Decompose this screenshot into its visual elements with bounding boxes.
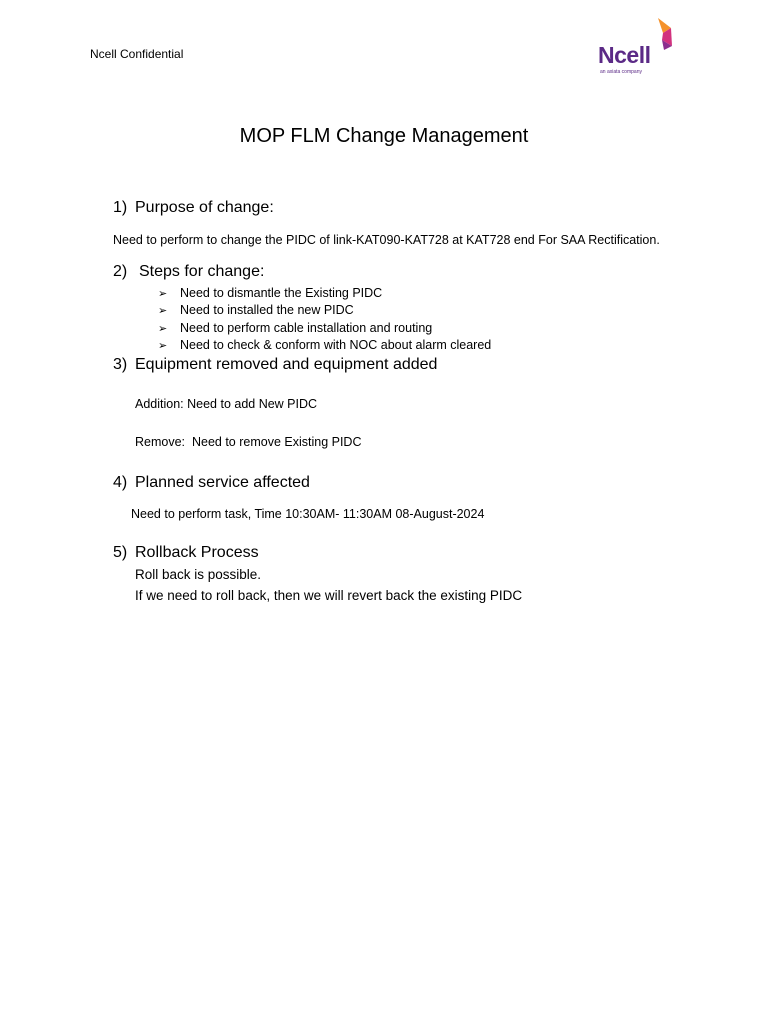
section-3-number: 3) (113, 356, 128, 373)
section-2-title: Steps for change: (139, 263, 265, 280)
arrow-bullet-icon: ➢ (158, 288, 168, 300)
section-4-title: Planned service affected (135, 474, 310, 491)
section-3-heading (113, 356, 437, 374)
section-1-body: Need to perform to change the PIDC of link-KAT090-KAT728 at KAT728 end For SAA Rectification. (113, 233, 660, 247)
section-2-number: 2) (113, 263, 128, 280)
section-3-title: Equipment removed and equipment added (135, 356, 438, 373)
list-item (158, 320, 491, 337)
list-item (158, 302, 491, 319)
section-5-line-1: Roll back is possible. (135, 567, 262, 582)
section-5-heading (113, 544, 259, 562)
list-item-text: Need to perform cable installation and routing (180, 320, 433, 335)
section-5-number: 5) (113, 544, 128, 561)
section-1-heading (113, 199, 274, 217)
list-item (158, 337, 491, 354)
arrow-bullet-icon: ➢ (158, 305, 168, 318)
arrow-bullet-icon: ➢ (158, 322, 168, 335)
ncell-logo (598, 18, 676, 78)
logo-tagline: an axiata company (600, 69, 642, 75)
section-4-body: Need to perform task, Time 10:30AM- 11:30AM 08-August-2024 (131, 507, 485, 521)
section-2-heading (113, 263, 264, 281)
list-item-text: Need to installed the new PIDC (180, 303, 354, 318)
list-item (158, 285, 491, 302)
section-5-line-2: If we need to roll back, then we will revert back the existing PIDC (135, 588, 523, 603)
section-1-number: 1) (113, 199, 128, 216)
section-3-remove: Remove: Need to remove Existing PIDC (135, 435, 362, 449)
list-item-text: Need to check & conform with NOC about alarm cleared (180, 337, 492, 352)
logo-wordmark: Ncell (598, 42, 651, 68)
section-4-number: 4) (113, 474, 128, 491)
list-item-text: Need to dismantle the Existing PIDC (180, 286, 383, 300)
header-confidential-label: Ncell Confidential (90, 47, 184, 61)
steps-list (158, 285, 491, 354)
arrow-bullet-icon: ➢ (158, 339, 168, 352)
section-3-addition: Addition: Need to add New PIDC (135, 397, 318, 411)
section-5-title: Rollback Process (135, 544, 259, 561)
section-1-title: Purpose of change: (135, 199, 274, 216)
section-4-heading (113, 474, 310, 492)
document-title: MOP FLM Change Management (239, 125, 529, 147)
